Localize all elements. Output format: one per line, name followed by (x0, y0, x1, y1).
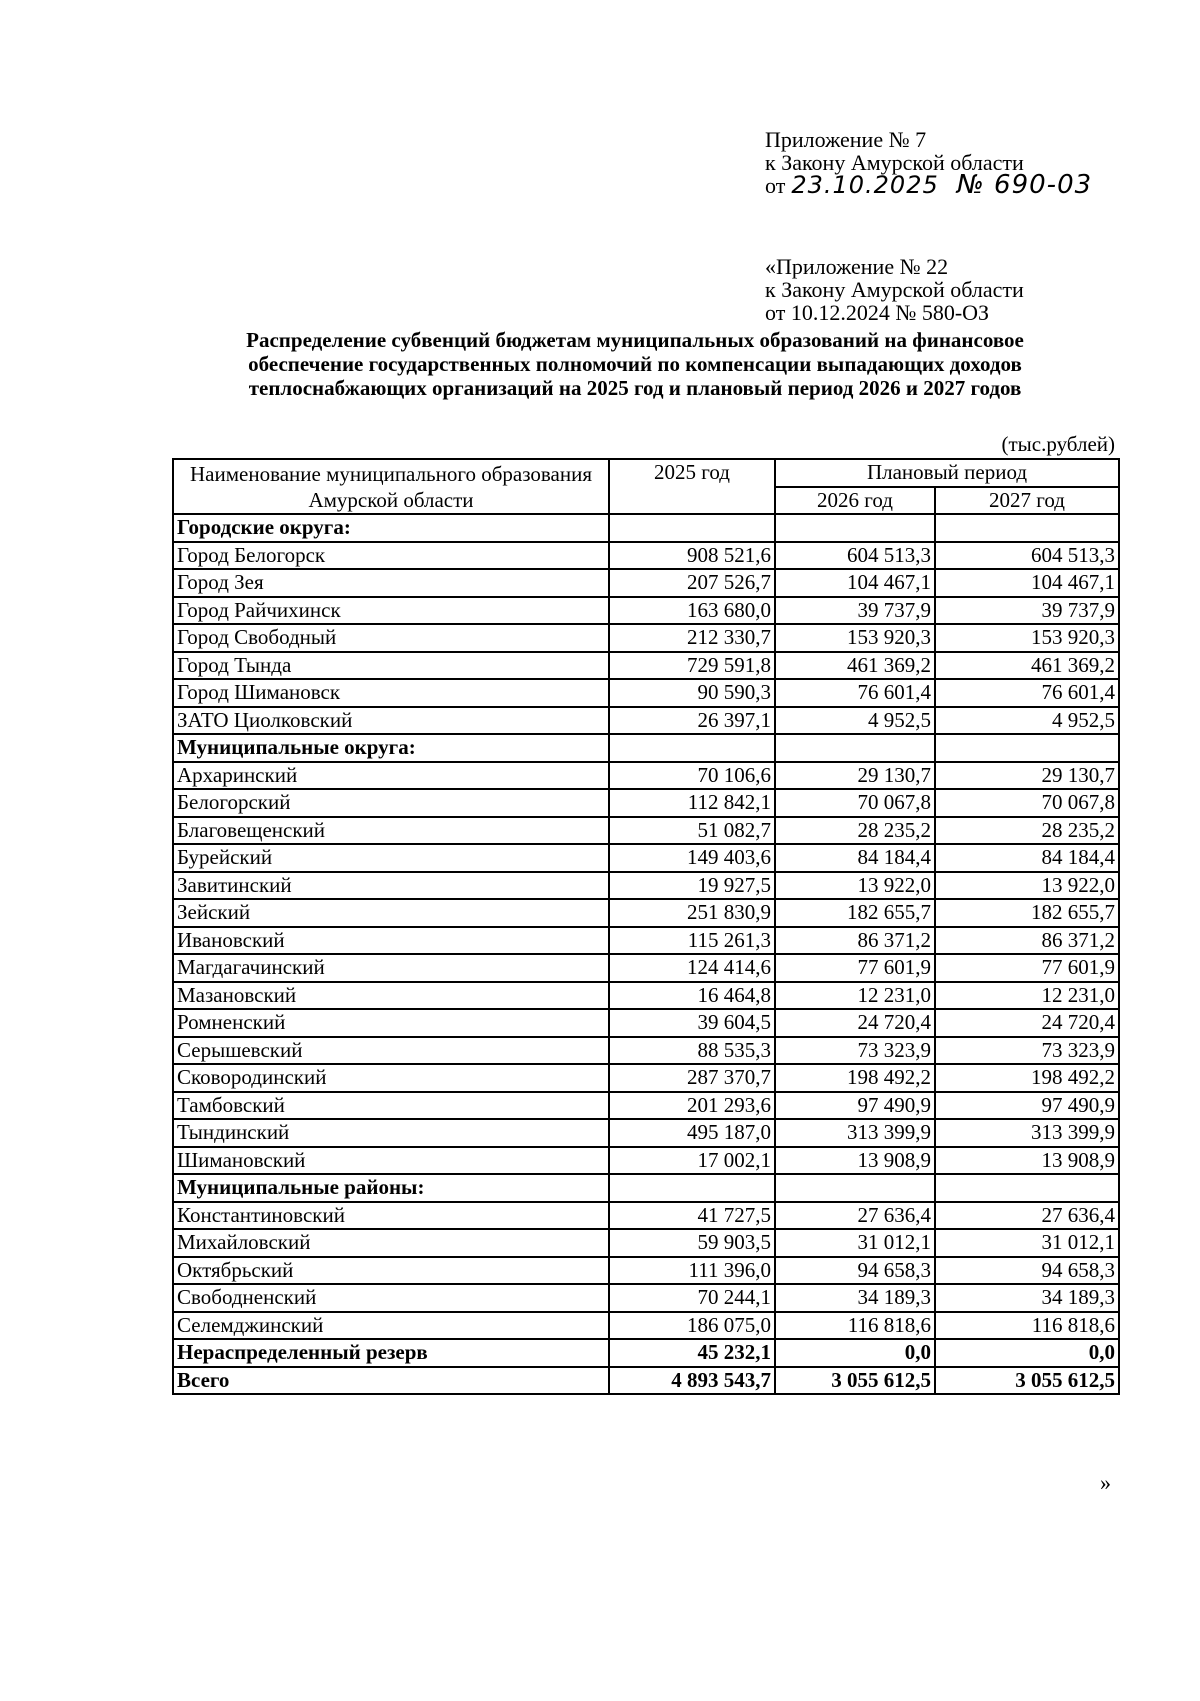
cell-2027: 34 189,3 (935, 1284, 1119, 1312)
cell-2027: 153 920,3 (935, 624, 1119, 652)
cell-2025: 41 727,5 (609, 1202, 775, 1230)
cell-2027 (935, 514, 1119, 542)
header-2025: 2025 год (609, 459, 775, 514)
appendix-7-line1: Приложение № 7 (765, 127, 927, 152)
cell-municipality-name: Сковородинский (173, 1064, 609, 1092)
cell-2026: 12 231,0 (775, 982, 935, 1010)
cell-2026: 153 920,3 (775, 624, 935, 652)
header-2027: 2027 год (935, 487, 1119, 515)
title-line3: теплоснабжающих организаций на 2025 год и плановый период 2026 и 2027 годов (248, 376, 1022, 400)
cell-municipality-name: Мазановский (173, 982, 609, 1010)
table-row (173, 1257, 1119, 1285)
cell-municipality-name: Ивановский (173, 927, 609, 955)
header-2026: 2026 год (775, 487, 935, 515)
cell-2027: 76 601,4 (935, 679, 1119, 707)
handwritten-number: № 690-03 (956, 170, 1093, 200)
cell-2025: 115 261,3 (609, 927, 775, 955)
cell-2027: 12 231,0 (935, 982, 1119, 1010)
cell-2026: 77 601,9 (775, 954, 935, 982)
table-row (173, 1147, 1119, 1175)
cell-2026: 29 130,7 (775, 762, 935, 790)
cell-2025: 207 526,7 (609, 569, 775, 597)
cell-2027: 0,0 (935, 1339, 1119, 1367)
table-row (173, 542, 1119, 570)
cell-2027 (935, 1174, 1119, 1202)
table-row (173, 734, 1119, 762)
cell-2025: 45 232,1 (609, 1339, 775, 1367)
table-row (173, 1009, 1119, 1037)
appendix-7-line2: к Закону Амурской области (765, 150, 1024, 175)
cell-2027: 313 399,9 (935, 1119, 1119, 1147)
table-row (173, 899, 1119, 927)
table-row (173, 707, 1119, 735)
appendix-7-line3 (765, 170, 1093, 200)
cell-municipality-name: Шимановский (173, 1147, 609, 1175)
cell-2025: 186 075,0 (609, 1312, 775, 1340)
table-row (173, 789, 1119, 817)
header-planned-period: Плановый период (775, 459, 1119, 487)
cell-municipality-name: Благовещенский (173, 817, 609, 845)
cell-2025: 111 396,0 (609, 1257, 775, 1285)
cell-2025: 51 082,7 (609, 817, 775, 845)
cell-municipality-name: ЗАТО Циолковский (173, 707, 609, 735)
document-title (150, 328, 1120, 400)
cell-2025: 212 330,7 (609, 624, 775, 652)
cell-2026: 4 952,5 (775, 707, 935, 735)
cell-2026: 13 908,9 (775, 1147, 935, 1175)
cell-2026: 0,0 (775, 1339, 935, 1367)
cell-municipality-name: Город Белогорск (173, 542, 609, 570)
table-row (173, 1092, 1119, 1120)
closing-quote: » (1100, 1470, 1111, 1495)
appendix-7-date-prefix: от (765, 173, 786, 198)
cell-2026: 13 922,0 (775, 872, 935, 900)
cell-municipality-name: Серышевский (173, 1037, 609, 1065)
cell-2025: 287 370,7 (609, 1064, 775, 1092)
cell-2027: 94 658,3 (935, 1257, 1119, 1285)
cell-2026: 182 655,7 (775, 899, 935, 927)
cell-2027: 27 636,4 (935, 1202, 1119, 1230)
cell-municipality-name: Михайловский (173, 1229, 609, 1257)
cell-2025: 90 590,3 (609, 679, 775, 707)
cell-2026: 39 737,9 (775, 597, 935, 625)
table-row (173, 1229, 1119, 1257)
cell-municipality-name: Константиновский (173, 1202, 609, 1230)
table-row (173, 624, 1119, 652)
cell-municipality-name: Нераспределенный резерв (173, 1339, 609, 1367)
table-row (173, 679, 1119, 707)
cell-2025: 124 414,6 (609, 954, 775, 982)
cell-municipality-name: Свободненский (173, 1284, 609, 1312)
cell-municipality-name: Ромненский (173, 1009, 609, 1037)
table-row (173, 844, 1119, 872)
table-row (173, 1284, 1119, 1312)
cell-2027: 461 369,2 (935, 652, 1119, 680)
cell-2026 (775, 734, 935, 762)
table-row (173, 569, 1119, 597)
cell-municipality-name: Зейский (173, 899, 609, 927)
cell-2027: 86 371,2 (935, 927, 1119, 955)
cell-municipality-name: Город Зея (173, 569, 609, 597)
cell-2026: 313 399,9 (775, 1119, 935, 1147)
cell-2025: 39 604,5 (609, 1009, 775, 1037)
cell-municipality-name: Город Свободный (173, 624, 609, 652)
cell-2025 (609, 514, 775, 542)
cell-2026: 76 601,4 (775, 679, 935, 707)
cell-municipality-name: Белогорский (173, 789, 609, 817)
cell-municipality-name: Город Райчихинск (173, 597, 609, 625)
appendix-7-header (765, 127, 1093, 200)
cell-municipality-name: Октябрьский (173, 1257, 609, 1285)
cell-2027: 13 908,9 (935, 1147, 1119, 1175)
cell-2025: 26 397,1 (609, 707, 775, 735)
table-row (173, 1174, 1119, 1202)
cell-2025: 70 244,1 (609, 1284, 775, 1312)
cell-2025: 17 002,1 (609, 1147, 775, 1175)
cell-2027 (935, 734, 1119, 762)
cell-2027: 198 492,2 (935, 1064, 1119, 1092)
cell-2025: 59 903,5 (609, 1229, 775, 1257)
table-row (173, 597, 1119, 625)
cell-2026: 73 323,9 (775, 1037, 935, 1065)
table-row (173, 1312, 1119, 1340)
cell-2025: 201 293,6 (609, 1092, 775, 1120)
cell-municipality-name: Селемджинский (173, 1312, 609, 1340)
appendix-22-line1: «Приложение № 22 (765, 254, 949, 279)
table-row (173, 652, 1119, 680)
cell-2027: 116 818,6 (935, 1312, 1119, 1340)
cell-2026: 3 055 612,5 (775, 1367, 935, 1395)
cell-2025: 163 680,0 (609, 597, 775, 625)
cell-2025: 251 830,9 (609, 899, 775, 927)
table-row (173, 1202, 1119, 1230)
cell-2027: 39 737,9 (935, 597, 1119, 625)
cell-2027: 77 601,9 (935, 954, 1119, 982)
cell-2027: 29 130,7 (935, 762, 1119, 790)
cell-2027: 182 655,7 (935, 899, 1119, 927)
cell-2026: 86 371,2 (775, 927, 935, 955)
title-line1: Распределение субвенций бюджетам муниципальных образований на финансовое (246, 328, 1024, 352)
subventions-table (172, 458, 1120, 1395)
appendix-22-line2: к Закону Амурской области (765, 277, 1024, 302)
cell-municipality-name: Всего (173, 1367, 609, 1395)
table-row (173, 817, 1119, 845)
cell-municipality-name: Городские округа: (173, 514, 609, 542)
cell-2025 (609, 1174, 775, 1202)
cell-2027: 13 922,0 (935, 872, 1119, 900)
cell-municipality-name: Магдагачинский (173, 954, 609, 982)
cell-municipality-name: Город Шимановск (173, 679, 609, 707)
cell-2027: 31 012,1 (935, 1229, 1119, 1257)
cell-municipality-name: Муниципальные районы: (173, 1174, 609, 1202)
cell-2026: 198 492,2 (775, 1064, 935, 1092)
table-row (173, 982, 1119, 1010)
table-row (173, 1037, 1119, 1065)
table-row (173, 514, 1119, 542)
table-row (173, 872, 1119, 900)
cell-2026: 94 658,3 (775, 1257, 935, 1285)
cell-2027: 73 323,9 (935, 1037, 1119, 1065)
cell-2026: 104 467,1 (775, 569, 935, 597)
cell-2027: 97 490,9 (935, 1092, 1119, 1120)
title-line2: обеспечение государственных полномочий по компенсации выпадающих доходов (248, 352, 1022, 376)
table-row (173, 1064, 1119, 1092)
cell-2025: 149 403,6 (609, 844, 775, 872)
cell-2025: 4 893 543,7 (609, 1367, 775, 1395)
cell-2027: 28 235,2 (935, 817, 1119, 845)
cell-2025: 19 927,5 (609, 872, 775, 900)
cell-municipality-name: Муниципальные округа: (173, 734, 609, 762)
table-row (173, 1119, 1119, 1147)
cell-2025: 908 521,6 (609, 542, 775, 570)
cell-2026: 27 636,4 (775, 1202, 935, 1230)
cell-2027: 604 513,3 (935, 542, 1119, 570)
units-label: (тыс.рублей) (1001, 432, 1115, 456)
cell-2027: 24 720,4 (935, 1009, 1119, 1037)
cell-municipality-name: Город Тында (173, 652, 609, 680)
cell-2026: 24 720,4 (775, 1009, 935, 1037)
appendix-22-line3: от 10.12.2024 № 580-ОЗ (765, 300, 990, 325)
cell-municipality-name: Завитинский (173, 872, 609, 900)
cell-municipality-name: Тындинский (173, 1119, 609, 1147)
appendix-22-header (765, 255, 1024, 324)
cell-2027: 3 055 612,5 (935, 1367, 1119, 1395)
cell-2025: 729 591,8 (609, 652, 775, 680)
cell-2026: 34 189,3 (775, 1284, 935, 1312)
header-name: Наименование муниципального образования Амурской области (173, 459, 609, 514)
table-row (173, 762, 1119, 790)
cell-2026: 31 012,1 (775, 1229, 935, 1257)
cell-municipality-name: Бурейский (173, 844, 609, 872)
cell-2025: 88 535,3 (609, 1037, 775, 1065)
cell-2026 (775, 1174, 935, 1202)
cell-2026: 70 067,8 (775, 789, 935, 817)
handwritten-date: 23.10.2025 (791, 171, 939, 199)
cell-2025: 112 842,1 (609, 789, 775, 817)
cell-2027: 70 067,8 (935, 789, 1119, 817)
table-row (173, 954, 1119, 982)
cell-2025: 70 106,6 (609, 762, 775, 790)
cell-2027: 4 952,5 (935, 707, 1119, 735)
cell-2026: 461 369,2 (775, 652, 935, 680)
cell-2027: 104 467,1 (935, 569, 1119, 597)
table-row (173, 1367, 1119, 1395)
cell-2026 (775, 514, 935, 542)
cell-2026: 116 818,6 (775, 1312, 935, 1340)
table-row (173, 1339, 1119, 1367)
cell-municipality-name: Тамбовский (173, 1092, 609, 1120)
cell-2026: 97 490,9 (775, 1092, 935, 1120)
cell-2026: 84 184,4 (775, 844, 935, 872)
cell-2025 (609, 734, 775, 762)
cell-2026: 604 513,3 (775, 542, 935, 570)
cell-2026: 28 235,2 (775, 817, 935, 845)
cell-2025: 16 464,8 (609, 982, 775, 1010)
cell-2025: 495 187,0 (609, 1119, 775, 1147)
table-row (173, 927, 1119, 955)
cell-municipality-name: Архаринский (173, 762, 609, 790)
cell-2027: 84 184,4 (935, 844, 1119, 872)
table-body (173, 514, 1119, 1394)
